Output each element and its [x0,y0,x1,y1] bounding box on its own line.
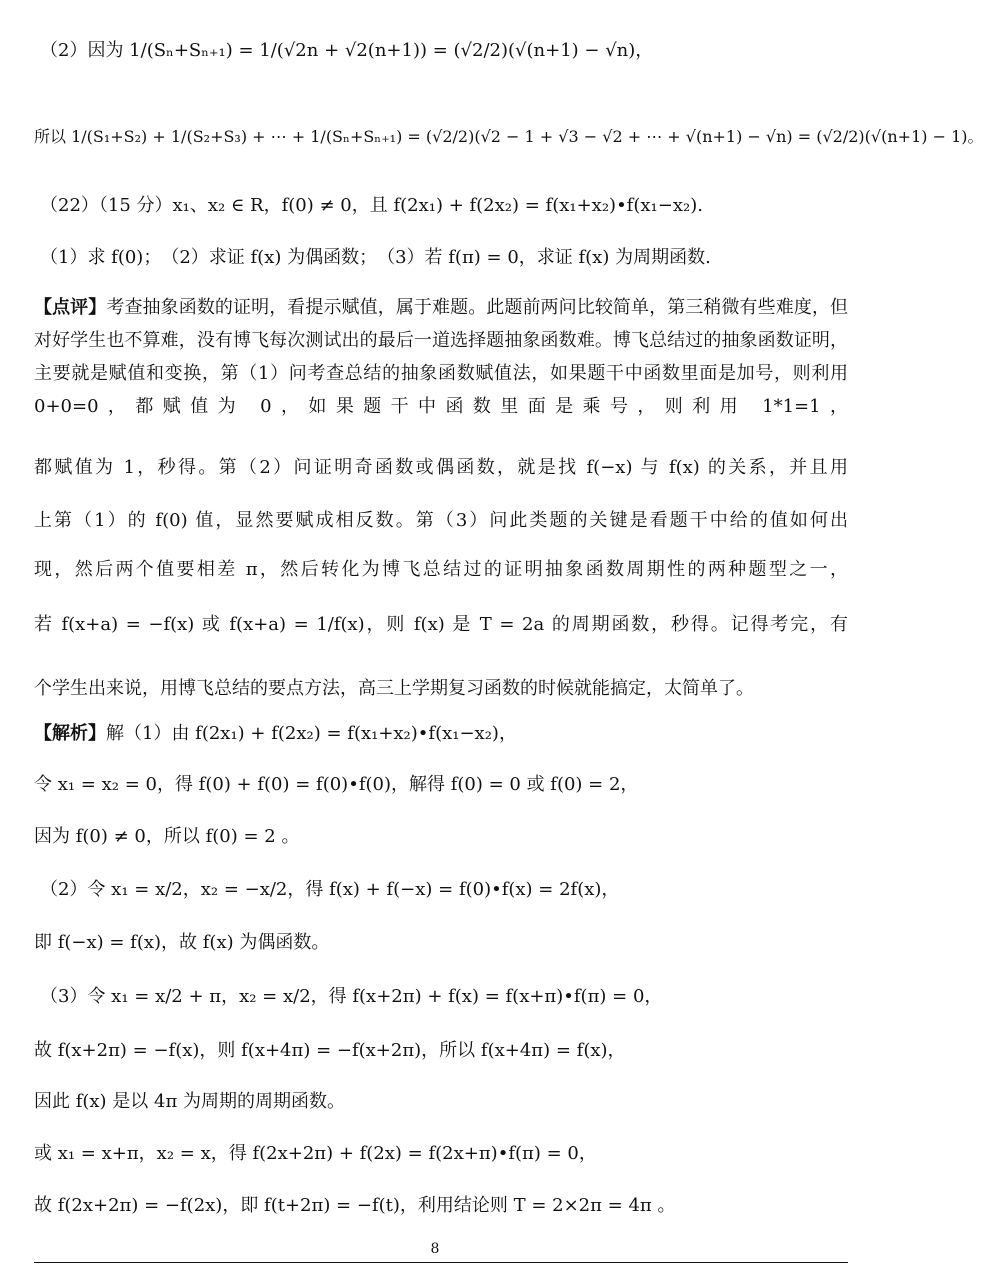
solution-line-9: 或 x₁ = x+π，x₂ = x，得 f(2x+2π) + f(2x) = f(2x+π)•f(π) = 0， [34,1143,597,1164]
comment-label: 【点评】 [34,297,107,318]
footer-rule [34,1262,848,1263]
comment-line-6: 上第（1）的 f(0) 值，显然要赋成相反数。第（3）问此类题的关键是看题干中给的值如何出 [34,510,848,531]
solution-part-1: 【解析】解（1）由 f(2x₁) + f(2x₂) = f(x₁+x₂)•f(x₁−x₂)， [34,723,517,744]
solution-line-8: 因此 f(x) 是以 4π 为周期的周期函数。 [34,1091,346,1112]
solution-line-5: 即 f(−x) = f(x)，故 f(x) 为偶函数。 [34,932,330,953]
solution-part-2: （2）令 x₁ = x/2，x₂ = −x/2，得 f(x) + f(−x) = f(0)•f(x) = 2f(x)， [40,879,620,900]
line-sum-identity: （2）因为 1/(Sₙ+Sₙ₊₁) = 1/(√2n + √2(n+1)) = (√2/2)(√(n+1) − √n)， [40,40,654,61]
solution-line-10: 故 f(2x+2π) = −f(2x)，即 f(t+2π) = −f(t)，利用结论则 T = 2×2π = 4π 。 [34,1195,676,1216]
solution-part-3: （3）令 x₁ = x/2 + π，x₂ = x/2，得 f(x+2π) + f(x) = f(x+π)•f(π) = 0， [40,986,663,1007]
comment-line-7: 现，然后两个值要相差 π，然后转化为博飞总结过的证明抽象函数周期性的两种题型之一， [34,559,848,580]
page-number: 8 [430,1241,440,1257]
solution-line-3: 因为 f(0) ≠ 0，所以 f(0) = 2 。 [34,826,300,847]
solution-line-2: 令 x₁ = x₂ = 0，得 f(0) + f(0) = f(0)•f(0)，解得 f(0) = 0 或 f(0) = 2， [34,774,639,795]
comment-line-8: 若 f(x+a) = −f(x) 或 f(x+a) = 1/f(x)，则 f(x) 是 T = 2a 的周期函数，秒得。记得考完，有 [34,614,848,635]
comment-line-9: 个学生出来说，用博飞总结的要点方法，高三上学期复习函数的时候就能搞定，太简单了。 [34,678,754,699]
problem-22-questions: （1）求 f(0)； （2）求证 f(x) 为偶函数； （3）若 f(π) = 0，求证 f(x) 为周期函数. [40,247,711,268]
line-sum-result: 所以 1/(S₁+S₂) + 1/(S₂+S₃) + ⋯ + 1/(Sₙ+Sₙ₊₁) = (√2/2)(√2 − 1 + √3 − √2 + ⋯ + √(n+1) − √n) = (√2/2)(√(n+1) − 1)。 [34,127,984,146]
solution-label: 【解析】 [34,723,106,744]
comment-line-5: 都赋值为 1，秒得。第（2）问证明奇函数或偶函数，就是找 f(−x) 与 f(x) 的关系，并且用 [34,457,848,478]
problem-22-statement: （22）（15 分）x₁、x₂ ∈ R，f(0) ≠ 0，且 f(2x₁) + f(2x₂) = f(x₁+x₂)•f(x₁−x₂). [40,195,703,216]
comment-paragraph: 【点评】考查抽象函数的证明，看提示赋值，属于难题。此题前两问比较简单，第三稍微有些难度，但对好学生也不算难，没有博飞每次测试出的最后一道选择题抽象函数难。博飞总结过的抽象函数证明，主要就是赋值和变换，第（1）问考查总结的抽象函数赋值法，如果题干中函数里面是加号，则利用 0+0=0，都赋值为 0，如果题干中函数里面是乘号，则利用 1*1=1， [34,297,849,417]
solution-line-7: 故 f(x+2π) = −f(x)，则 f(x+4π) = −f(x+2π)，所以 f(x+4π) = f(x)， [34,1040,626,1061]
